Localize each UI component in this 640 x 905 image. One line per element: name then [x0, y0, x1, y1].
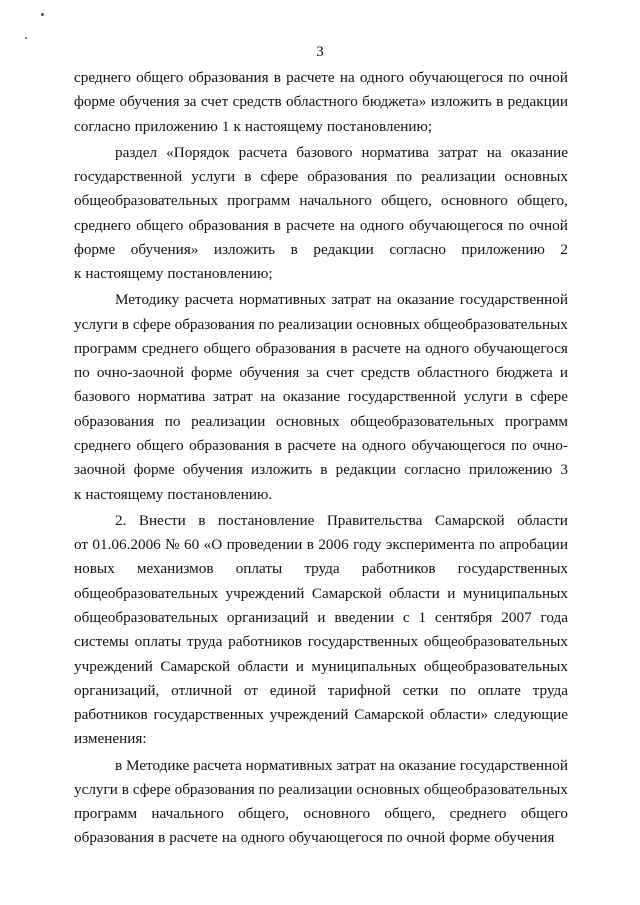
text-line: организаций, отличной от единой тарифной сетки по оплате труда: [74, 681, 568, 699]
text-line: среднего общего образования в расчете на одного обучающегося по очно-: [74, 437, 568, 455]
text-line: общеобразовательных программ начального общего, основного общего,: [74, 192, 568, 210]
text-line: форме обучения за счет средств областного бюджета» изложить в редакции: [74, 93, 568, 111]
scan-speck: [25, 37, 27, 39]
text-line: заочной форме обучения изложить в редакции согласно приложению 3: [74, 461, 568, 479]
text-line: общеобразовательных организаций и введении с 1 сентября 2007 года: [74, 608, 568, 626]
text-line: системы оплаты труда работников государственных общеобразовательных: [74, 633, 568, 651]
text-line: по очно-заочной форме обучения за счет средств областного бюджета и: [74, 364, 568, 382]
text-line: общеобразовательных учреждений Самарской области и муниципальных: [74, 584, 568, 602]
text-line: государственной услуги в сфере образования по реализации основных: [74, 167, 568, 185]
text-line: среднего общего образования в расчете на одного обучающегося по очной: [74, 216, 568, 234]
document-body: [74, 66, 568, 851]
text-line: 2. Внести в постановление Правительства Самарской области: [115, 511, 568, 529]
text-line: программ среднего общего образования в расчете на одного обучающегося: [74, 339, 568, 357]
text-line: от 01.06.2006 № 60 «О проведении в 2006 году эксперимента по апробации: [74, 536, 568, 554]
text-line: раздел «Порядок расчета базового норматива затрат на оказание: [115, 143, 568, 161]
page-number: 3: [316, 44, 324, 60]
text-line: услуги в сфере образования по реализации основных общеобразовательных: [74, 315, 568, 333]
text-line: работников государственных учреждений Самарской области» следующие: [74, 706, 568, 724]
text-line: форме обучения» изложить в редакции согласно приложению 2: [74, 240, 568, 258]
text-line: образования по реализации основных общеобразовательных программ: [74, 412, 568, 430]
text-line: к настоящему постановлению.: [74, 485, 273, 503]
text-line: новых механизмов оплаты труда работников государственных: [74, 560, 568, 578]
text-line: согласно приложению 1 к настоящему постановлению;: [74, 117, 433, 135]
text-line: программ начального общего, основного общего, среднего общего: [74, 805, 568, 823]
text-line: в Методике расчета нормативных затрат на оказание государственной: [115, 756, 568, 774]
text-line: изменения:: [74, 730, 147, 748]
text-line: среднего общего образования в расчете на одного обучающегося по очной: [74, 69, 568, 86]
scan-speck: [41, 13, 44, 16]
text-line: Методику расчета нормативных затрат на оказание государственной: [115, 291, 568, 309]
text-line: услуги в сфере образования по реализации основных общеобразовательных: [74, 780, 568, 798]
text-line: образования в расчете на одного обучающегося по очной форме обучения: [74, 829, 555, 847]
text-line: учреждений Самарской области и муниципальных общеобразовательных: [74, 657, 568, 675]
text-line: к настоящему постановлению;: [74, 265, 273, 283]
text-line: базового норматива затрат на оказание государственной услуги в сфере: [74, 388, 568, 406]
